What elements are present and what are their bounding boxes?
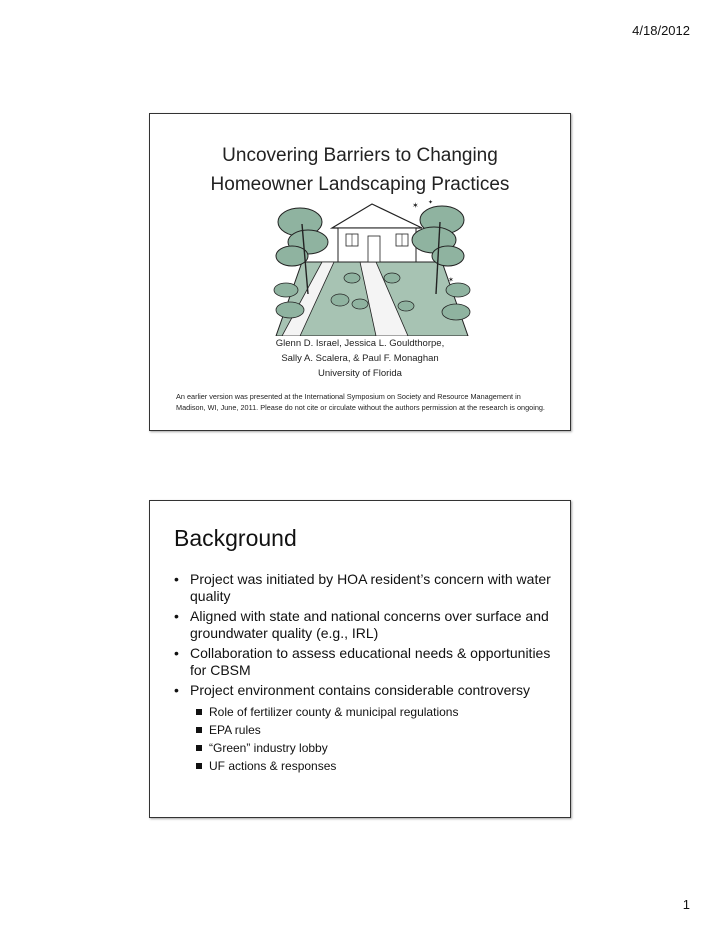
page-number: 1 xyxy=(682,897,690,912)
sub-list-item xyxy=(174,757,554,775)
list-item: • Collaboration to assess educational needs & opportunities for CBSM xyxy=(174,645,554,678)
title-line-1: Uncovering Barriers to Changing xyxy=(222,145,498,166)
title-slide xyxy=(149,113,571,431)
sub-list-item-text: UF actions & responses xyxy=(209,758,337,773)
list-item: • Project was initiated by HOA resident’s concern with water quality xyxy=(174,571,554,604)
title-line-2: Homeowner Landscaping Practices xyxy=(210,174,510,195)
square-bullet-icon xyxy=(196,763,202,769)
sub-list-item-text: Role of fertilizer county & municipal regulations xyxy=(209,704,459,719)
list-item: • Aligned with state and national concerns over surface and groundwater quality (e.g., IRL) xyxy=(174,608,554,641)
svg-text:✶: ✶ xyxy=(412,201,419,210)
authors-line-1: Glenn D. Israel, Jessica L. Gouldthorpe, xyxy=(275,338,445,349)
list-item: • Project environment contains considerable controversy xyxy=(174,682,554,699)
square-bullet-icon xyxy=(196,745,202,751)
house-landscape-illustration xyxy=(272,194,472,336)
sub-list-item xyxy=(174,721,554,739)
sub-list-item xyxy=(174,703,554,721)
citation-note: An earlier version was presented at the International Symposium on Society and Resource Management in Madison, WI, June, 2011. Please do not cite or circulate without the authors permission at the research is ongoing. xyxy=(176,392,545,412)
affiliation: University of Florida xyxy=(318,368,402,379)
sub-list-item xyxy=(174,739,554,757)
bullet-list xyxy=(174,571,554,775)
square-bullet-icon xyxy=(196,709,202,715)
page-date: 4/18/2012 xyxy=(632,23,690,38)
sub-list-item-text: EPA rules xyxy=(209,722,261,737)
sub-list-item-text: “Green” industry lobby xyxy=(209,740,328,755)
square-bullet-icon xyxy=(196,727,202,733)
slide-title xyxy=(150,141,570,199)
authors-block xyxy=(150,336,570,381)
svg-text:✶: ✶ xyxy=(448,277,454,284)
slide-title: Background xyxy=(174,525,297,551)
authors-line-2: Sally A. Scalera, & Paul F. Monaghan xyxy=(281,353,439,364)
background-slide xyxy=(149,500,571,818)
svg-text:✦: ✦ xyxy=(428,200,434,206)
